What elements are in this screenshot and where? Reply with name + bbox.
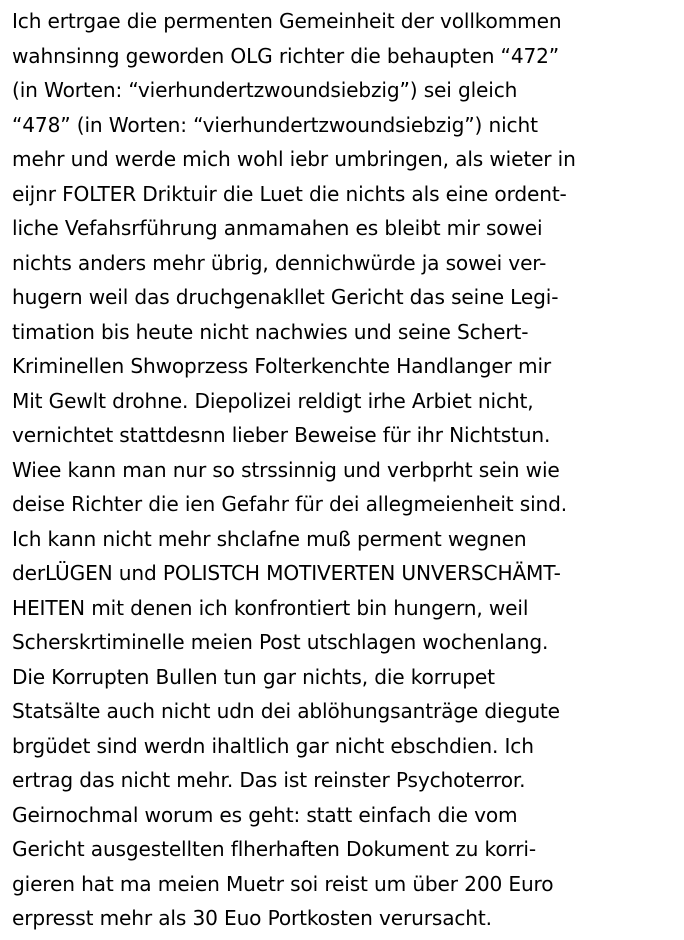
text-line: erpresst mehr als 30 Euo Portkosten verursacht. — [12, 906, 492, 930]
text-line: nichts anders mehr übrig, dennichwürde ja sowei ver- — [12, 250, 547, 275]
text-line: Geirnochmal worum es geht: statt einfach die vom — [12, 802, 518, 827]
text-line: (in Worten: “vierhundertzwoundsiebzig”) sei gleich — [12, 78, 518, 102]
text-line: Mit Gewlt drohne. Diepolizei reldigt irhe Arbiet nicht, — [12, 388, 534, 413]
text-line: brgüdet sind werdn ihaltlich gar nicht ebschdien. Ich — [12, 733, 534, 758]
text-line: gieren hat ma meien Muetr soi reist um über 200 Euro — [12, 871, 554, 896]
text-line: “478” (in Worten: “vierhundertzwoundsiebzig”) nicht — [12, 112, 538, 137]
text-line: Die Korrupten Bullen tun gar nichts, die korrupet — [12, 664, 495, 689]
text-line: hugern weil das druchgenakllet Gericht das seine Legi- — [12, 285, 559, 309]
text-line: derLÜGEN und POLISTCH MOTIVERTEN UNVERSCHÄMT- — [12, 561, 561, 585]
text-line: Statsälte auch nicht udn dei ablöhungsanträge diegute — [12, 699, 560, 723]
text-line: Scherskrtiminelle meien Post utschlagen wochenlang. — [12, 630, 549, 654]
text-line: deise Richter die ien Gefahr für dei allegmeienheit sind. — [12, 492, 568, 516]
text-line: wahnsinng geworden OLG richter die behaupten “472” — [12, 43, 560, 68]
text-line: Kriminellen Shwoprzess Folterkenchte Handlanger mir — [12, 354, 552, 378]
text-line: HEITEN mit denen ich konfrontiert bin hungern, weil — [12, 595, 529, 620]
text-line: Wiee kann man nur so strssinnig und verbprht sein wie — [12, 457, 560, 482]
text-line: liche Vefahsrführung anmamahen es bleibt mir sowei — [12, 216, 543, 240]
text-line: timation bis heute nicht nachwies und seine Schert- — [12, 319, 529, 344]
text-line: Gericht ausgestellten flherhaften Dokument zu korri- — [12, 837, 536, 861]
text-line: vernichtet stattdesnn lieber Beweise für ihr Nichtstun. — [12, 423, 551, 447]
text-line: Ich kann nicht mehr shclafne muß perment wegnen — [12, 526, 527, 551]
text-line: Ich ertrgae die permenten Gemeinheit der vollkommen — [12, 9, 562, 33]
text-line: mehr und werde mich wohl iebr umbringen, als wieter in — [12, 147, 576, 171]
text-line: ertrag das nicht mehr. Das ist reinster Psychoterror. — [12, 768, 526, 792]
text-line: eijnr FOLTER Driktuir die Luet die nichts als eine ordent- — [12, 181, 567, 206]
body-text — [12, 4, 682, 936]
